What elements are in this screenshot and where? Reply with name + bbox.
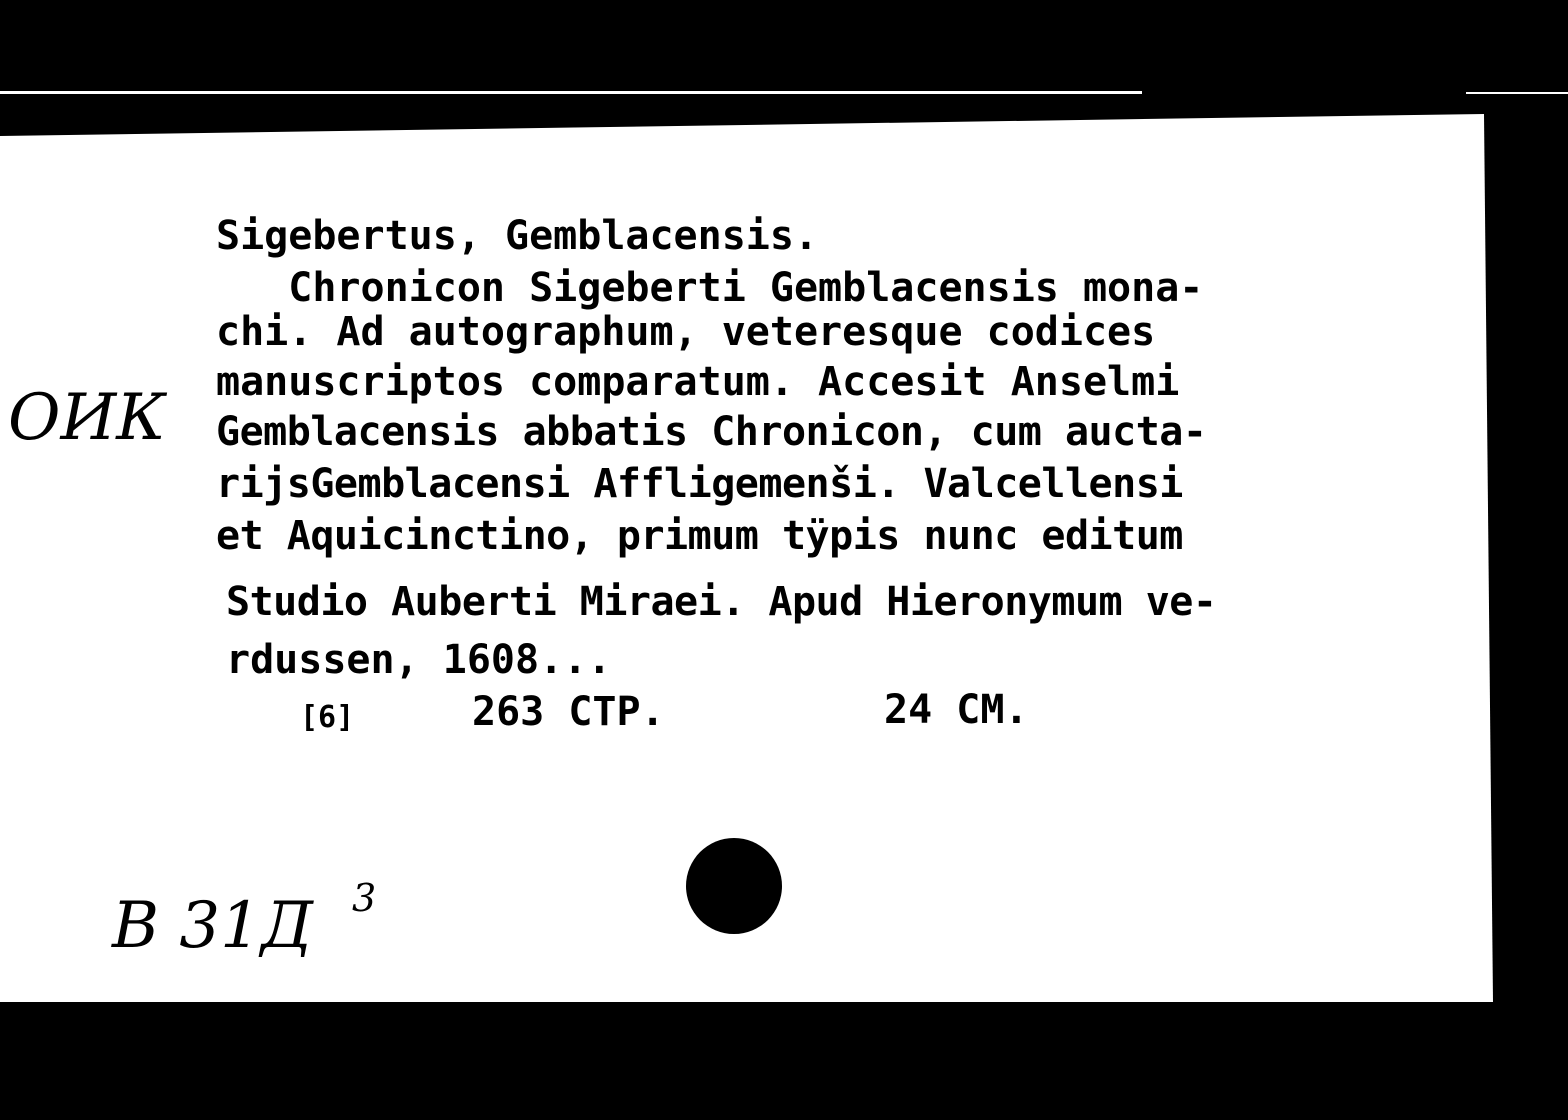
card-body-line: manuscriptos comparatum. Accesit Anselmi (216, 359, 1180, 405)
margin-note-handwritten: ОИК (8, 381, 166, 455)
card-heading: Sigebertus, Gemblacensis. (216, 213, 819, 259)
card-body-line: et Aquicinctino, primum tÿpis nunc editum (216, 513, 1183, 559)
collation-size: 24 СМ. (884, 687, 1029, 733)
punch-hole (686, 838, 782, 934)
scan-edge-line-right (1466, 92, 1568, 94)
collation-pages: 263 СТР. (472, 689, 665, 735)
shelf-mark-superscript: 3 (352, 876, 377, 920)
collation-prelims: [6] (300, 700, 355, 735)
shelf-mark-handwritten: В 31Д (112, 889, 313, 963)
card-imprint-line: rdussen, 1608... (226, 637, 612, 683)
card-imprint-line: Studio Auberti Miraei. Apud Hieronymum ve- (226, 579, 1217, 625)
card-body-line: Gemblacensis abbatis Chronicon, cum aucta- (216, 409, 1207, 455)
card-body-line: chi. Ad autographum, veteresque codices (216, 309, 1156, 355)
card-body-line: rijsGemblacensi Affligemenši. Valcellensi (216, 461, 1183, 507)
scan-edge-line-left (0, 91, 1142, 94)
card-body-line: Chronicon Sigeberti Gemblacensis mona- (216, 265, 1204, 311)
